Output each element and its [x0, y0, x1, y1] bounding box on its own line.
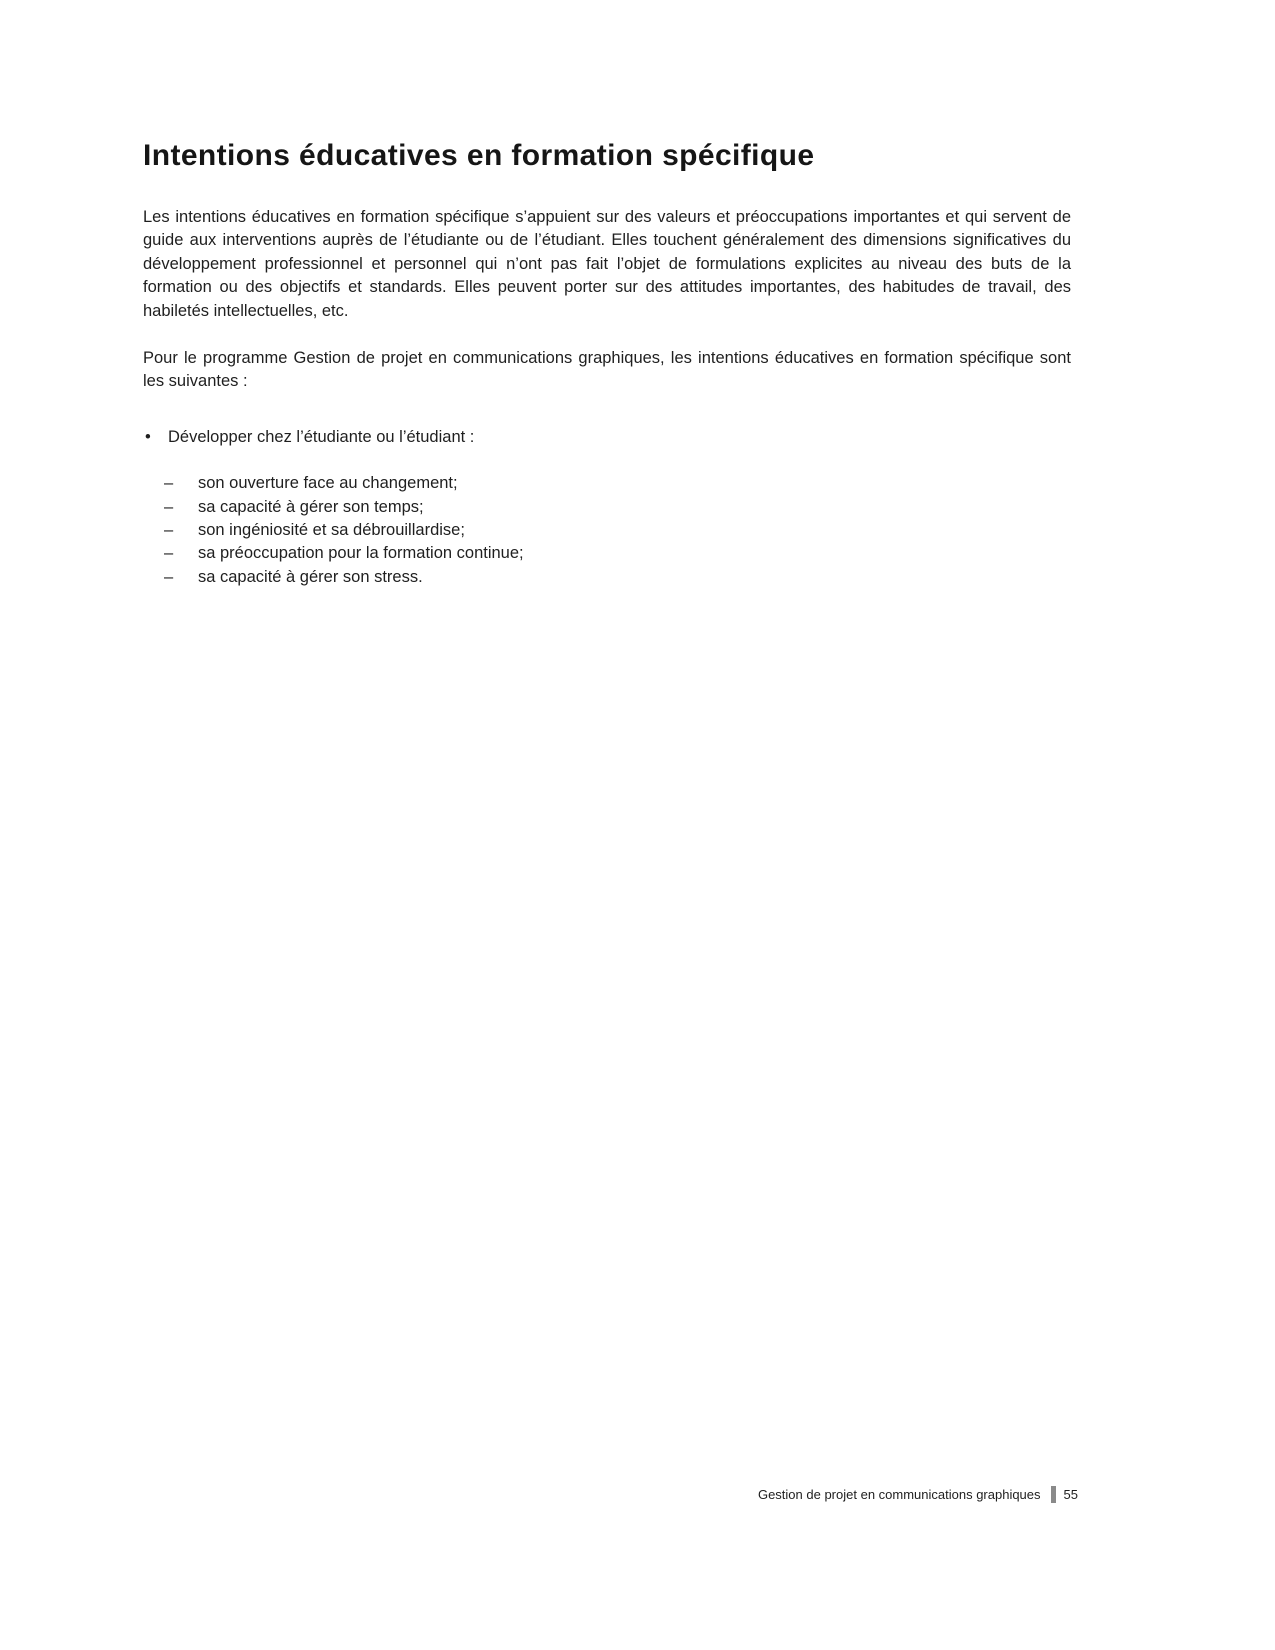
dash-list — [168, 472, 1071, 589]
page-footer — [758, 1486, 1078, 1503]
bullet-item-text: Développer chez l’étudiante ou l’étudiant : — [168, 427, 475, 446]
paragraph-programme: Pour le programme Gestion de projet en communications graphiques, les intentions éducatives en formation spécifique sont les suivantes : — [143, 349, 1071, 391]
footer-text: Gestion de projet en communications graphiques — [757, 1487, 1041, 1502]
bullet-item — [143, 426, 1071, 589]
dash-item: – son ouverture face au changement; — [168, 472, 1071, 495]
paragraph-intro: Les intentions éducatives en formation spécifique s’appuient sur des valeurs et préoccupations importantes et qui servent de guide aux interventions auprès de l’étudiante ou de l’étudiant. Elles touchent généralement des dimensions significatives du développement professionnel et personnel qui n’ont pas fait l’objet de formulations explicites au niveau des buts de la formation ou des objectifs et standards. Elles peuvent porter sur des attitudes importantes, des habitudes de travail, des habiletés intellectuelles, etc. — [143, 208, 1071, 320]
dash-item: – sa préoccupation pour la formation continue; — [168, 542, 1071, 565]
dash-item: – sa capacité à gérer son temps; — [168, 496, 1071, 519]
dash-item: – sa capacité à gérer son stress. — [168, 566, 1071, 589]
dash-item: – son ingéniosité et sa débrouillardise; — [168, 519, 1071, 542]
document-content — [143, 138, 1071, 589]
bullet-list — [143, 426, 1071, 589]
page-title: Intentions éducatives en formation spécifique — [143, 139, 815, 172]
page-number: 55 — [1063, 1487, 1078, 1502]
footer-divider — [1051, 1486, 1056, 1503]
